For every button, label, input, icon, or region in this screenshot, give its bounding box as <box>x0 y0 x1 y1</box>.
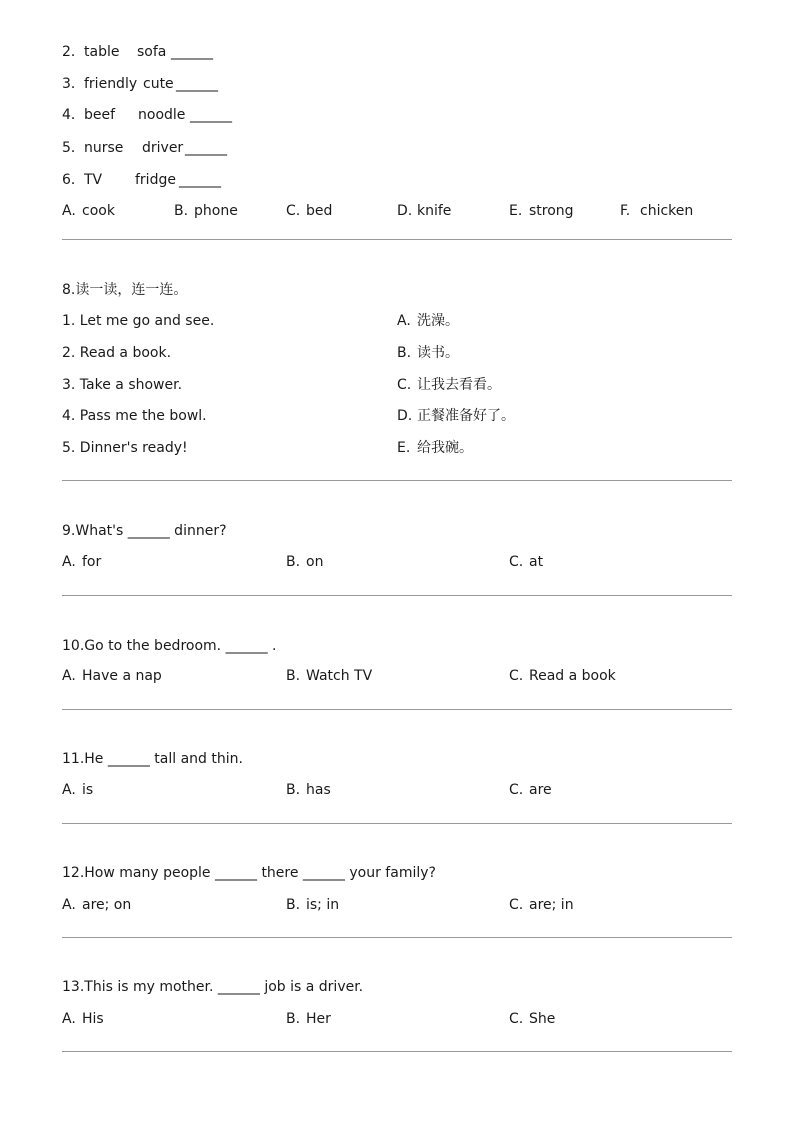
q9-option-a[interactable]: for <box>82 554 102 570</box>
q11-option-a[interactable]: is <box>82 782 94 798</box>
q7-word: driver <box>142 140 184 156</box>
q13-option-letter: A. <box>62 1011 76 1027</box>
section-divider <box>62 823 732 824</box>
q7-answer-blank[interactable]: ______ <box>185 140 227 156</box>
q13-option-b[interactable]: Her <box>306 1011 331 1027</box>
q8-right-item[interactable]: 读书。 <box>417 345 459 361</box>
section-divider <box>62 709 732 710</box>
q7-word: nurse <box>84 140 124 156</box>
q8-right-item[interactable]: 正餐准备好了。 <box>417 408 515 424</box>
q10-option-letter: B. <box>286 668 301 684</box>
q7-word: table <box>84 44 120 60</box>
section-divider <box>62 239 732 240</box>
q11-option-c[interactable]: are <box>529 782 552 798</box>
q7-option-text: chicken <box>640 203 694 219</box>
q8-right-item[interactable]: 让我去看看。 <box>417 377 501 393</box>
q7-row-number: 6． <box>62 172 85 188</box>
q8-left-item[interactable]: 1. Let me go and see. <box>62 313 215 329</box>
q7-option-text: phone <box>194 203 238 219</box>
q7-option-text: strong <box>529 203 574 219</box>
q11-option-b[interactable]: has <box>306 782 331 798</box>
q13-option-letter: B. <box>286 1011 301 1027</box>
q8-left-item[interactable]: 2. Read a book. <box>62 345 172 361</box>
q8-right-item[interactable]: 洗澡。 <box>417 313 459 329</box>
section-divider <box>62 480 732 481</box>
q8-right-letter: B. <box>397 345 412 361</box>
q12-option-letter: B. <box>286 897 301 913</box>
q8-right-letter: E. <box>397 440 411 456</box>
q7-option-text: cook <box>82 203 115 219</box>
q12-option-letter: A. <box>62 897 76 913</box>
q10-option-c[interactable]: Read a book <box>529 668 616 684</box>
q7-option-letter: D. <box>397 203 413 219</box>
q11-option-letter: B. <box>286 782 301 798</box>
q12-option-c[interactable]: are; in <box>529 897 574 913</box>
section-divider <box>62 1051 732 1052</box>
q10-stem: 10.Go to the bedroom. ______ . <box>62 638 277 654</box>
q7-answer-blank[interactable]: ______ <box>176 76 218 92</box>
q13-option-letter: C. <box>509 1011 524 1027</box>
q10-option-b[interactable]: Watch TV <box>306 668 373 684</box>
q10-option-letter: C. <box>509 668 524 684</box>
q7-word: cute <box>143 76 174 92</box>
q7-word: TV <box>84 172 103 188</box>
q7-row-number: 5． <box>62 140 85 156</box>
q10-option-a[interactable]: Have a nap <box>82 668 162 684</box>
q8-title: 8.读一读，连一连。 <box>62 282 188 298</box>
q13-option-a[interactable]: His <box>82 1011 104 1027</box>
q12-stem: 12.How many people ______ there ______ your family? <box>62 865 436 881</box>
q10-option-letter: A. <box>62 668 76 684</box>
q8-right-letter: C. <box>397 377 412 393</box>
q7-word: sofa <box>137 44 167 60</box>
q9-stem: 9.What's ______ dinner? <box>62 523 227 539</box>
q7-option-text: knife <box>417 203 452 219</box>
q12-option-a[interactable]: are; on <box>82 897 132 913</box>
q12-option-b[interactable]: is; in <box>306 897 340 913</box>
q8-right-item[interactable]: 给我碗。 <box>417 440 473 456</box>
section-divider <box>62 937 732 938</box>
q7-option-letter: E. <box>509 203 523 219</box>
q8-left-item[interactable]: 3. Take a shower. <box>62 377 183 393</box>
q7-option-letter: B. <box>174 203 189 219</box>
q8-left-item[interactable]: 4. Pass me the bowl. <box>62 408 207 424</box>
q7-word: fridge <box>135 172 176 188</box>
q7-answer-blank[interactable]: ______ <box>171 44 213 60</box>
q9-option-letter: A. <box>62 554 76 570</box>
q8-right-letter: A. <box>397 313 411 329</box>
q7-word: friendly <box>84 76 138 92</box>
q9-option-letter: C. <box>509 554 524 570</box>
q7-option-letter: C. <box>286 203 301 219</box>
q11-stem: 11.He ______ tall and thin. <box>62 751 243 767</box>
q7-row-number: 4． <box>62 107 85 123</box>
q9-option-c[interactable]: at <box>529 554 544 570</box>
q7-option-letter: A. <box>62 203 76 219</box>
q12-option-letter: C. <box>509 897 524 913</box>
q13-stem: 13.This is my mother. ______ job is a driver. <box>62 979 364 995</box>
q13-option-c[interactable]: She <box>529 1011 556 1027</box>
q7-option-letter: F. <box>620 203 631 219</box>
q8-left-item[interactable]: 5. Dinner's ready! <box>62 440 188 456</box>
section-divider <box>62 595 732 596</box>
q9-option-b[interactable]: on <box>306 554 324 570</box>
q8-right-letter: D. <box>397 408 413 424</box>
q7-word: beef <box>84 107 116 123</box>
q7-answer-blank[interactable]: ______ <box>179 172 221 188</box>
q11-option-letter: A. <box>62 782 76 798</box>
q7-option-text: bed <box>306 203 333 219</box>
q7-word: noodle <box>138 107 186 123</box>
q9-option-letter: B. <box>286 554 301 570</box>
q7-row-number: 3． <box>62 76 85 92</box>
q11-option-letter: C. <box>509 782 524 798</box>
q7-answer-blank[interactable]: ______ <box>190 107 232 123</box>
q7-row-number: 2． <box>62 44 85 60</box>
